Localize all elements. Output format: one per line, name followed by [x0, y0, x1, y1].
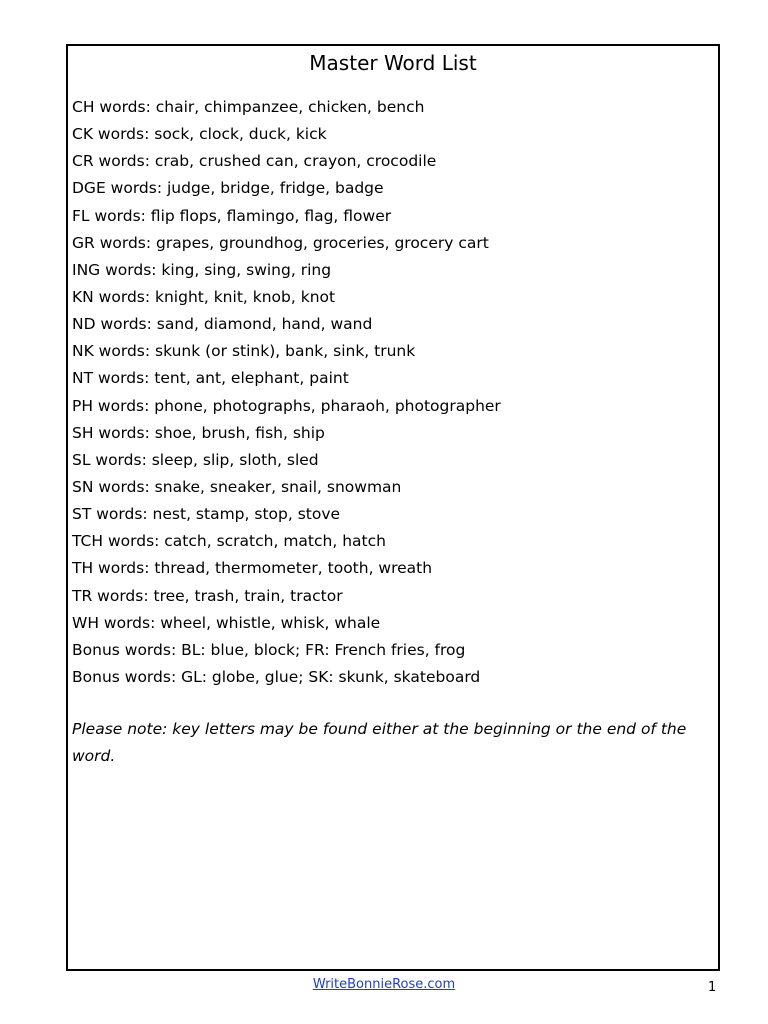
word-group-item: DGE words: judge, bridge, fridge, badge: [72, 179, 384, 198]
page-number: 1: [708, 980, 717, 995]
word-group-item: SH words: shoe, brush, fish, ship: [72, 423, 325, 442]
word-list: [72, 94, 714, 691]
word-group-item: WH words: wheel, whistle, whisk, whale: [72, 613, 381, 632]
page-frame: [66, 44, 720, 971]
word-group-item: SL words: sleep, slip, sloth, sled: [72, 450, 319, 469]
word-group-item: KN words: knight, knit, knob, knot: [72, 287, 336, 306]
word-group-item: ND words: sand, diamond, hand, wand: [72, 315, 373, 334]
word-group-item: NT words: tent, ant, elephant, paint: [72, 369, 349, 388]
word-group-item: CH words: chair, chimpanzee, chicken, bench: [72, 98, 425, 116]
word-group-item: Bonus words: BL: blue, block; FR: French fries, frog: [72, 640, 466, 659]
word-group-item: FL words: flip flops, flamingo, flag, flower: [72, 206, 392, 225]
word-group-item: NK words: skunk (or stink), bank, sink, trunk: [72, 342, 416, 361]
word-group-item: Bonus words: GL: globe, glue; SK: skunk, skateboard: [72, 667, 481, 686]
word-group-item: TR words: tree, trash, train, tractor: [72, 586, 343, 605]
footer-link-container: [0, 976, 768, 994]
word-group-item: ST words: nest, stamp, stop, stove: [72, 505, 341, 524]
note-text: Please note: key letters may be found either at the beginning or the end of the word.: [72, 720, 687, 765]
word-group-item: GR words: grapes, groundhog, groceries, grocery cart: [72, 233, 489, 252]
word-group-item: TH words: thread, thermometer, tooth, wreath: [72, 559, 433, 578]
word-group-item: CR words: crab, crushed can, crayon, crocodile: [72, 152, 437, 171]
website-link[interactable]: WriteBonnieRose.com: [312, 977, 456, 992]
page-title: Master Word List: [309, 51, 477, 75]
word-group-item: PH words: phone, photographs, pharaoh, photographer: [72, 396, 501, 415]
word-group-item: CK words: sock, clock, duck, kick: [72, 125, 327, 144]
word-group-item: TCH words: catch, scratch, match, hatch: [72, 532, 386, 551]
word-group-item: ING words: king, sing, swing, ring: [72, 260, 332, 279]
word-group-item: SN words: snake, sneaker, snail, snowman: [72, 477, 402, 496]
